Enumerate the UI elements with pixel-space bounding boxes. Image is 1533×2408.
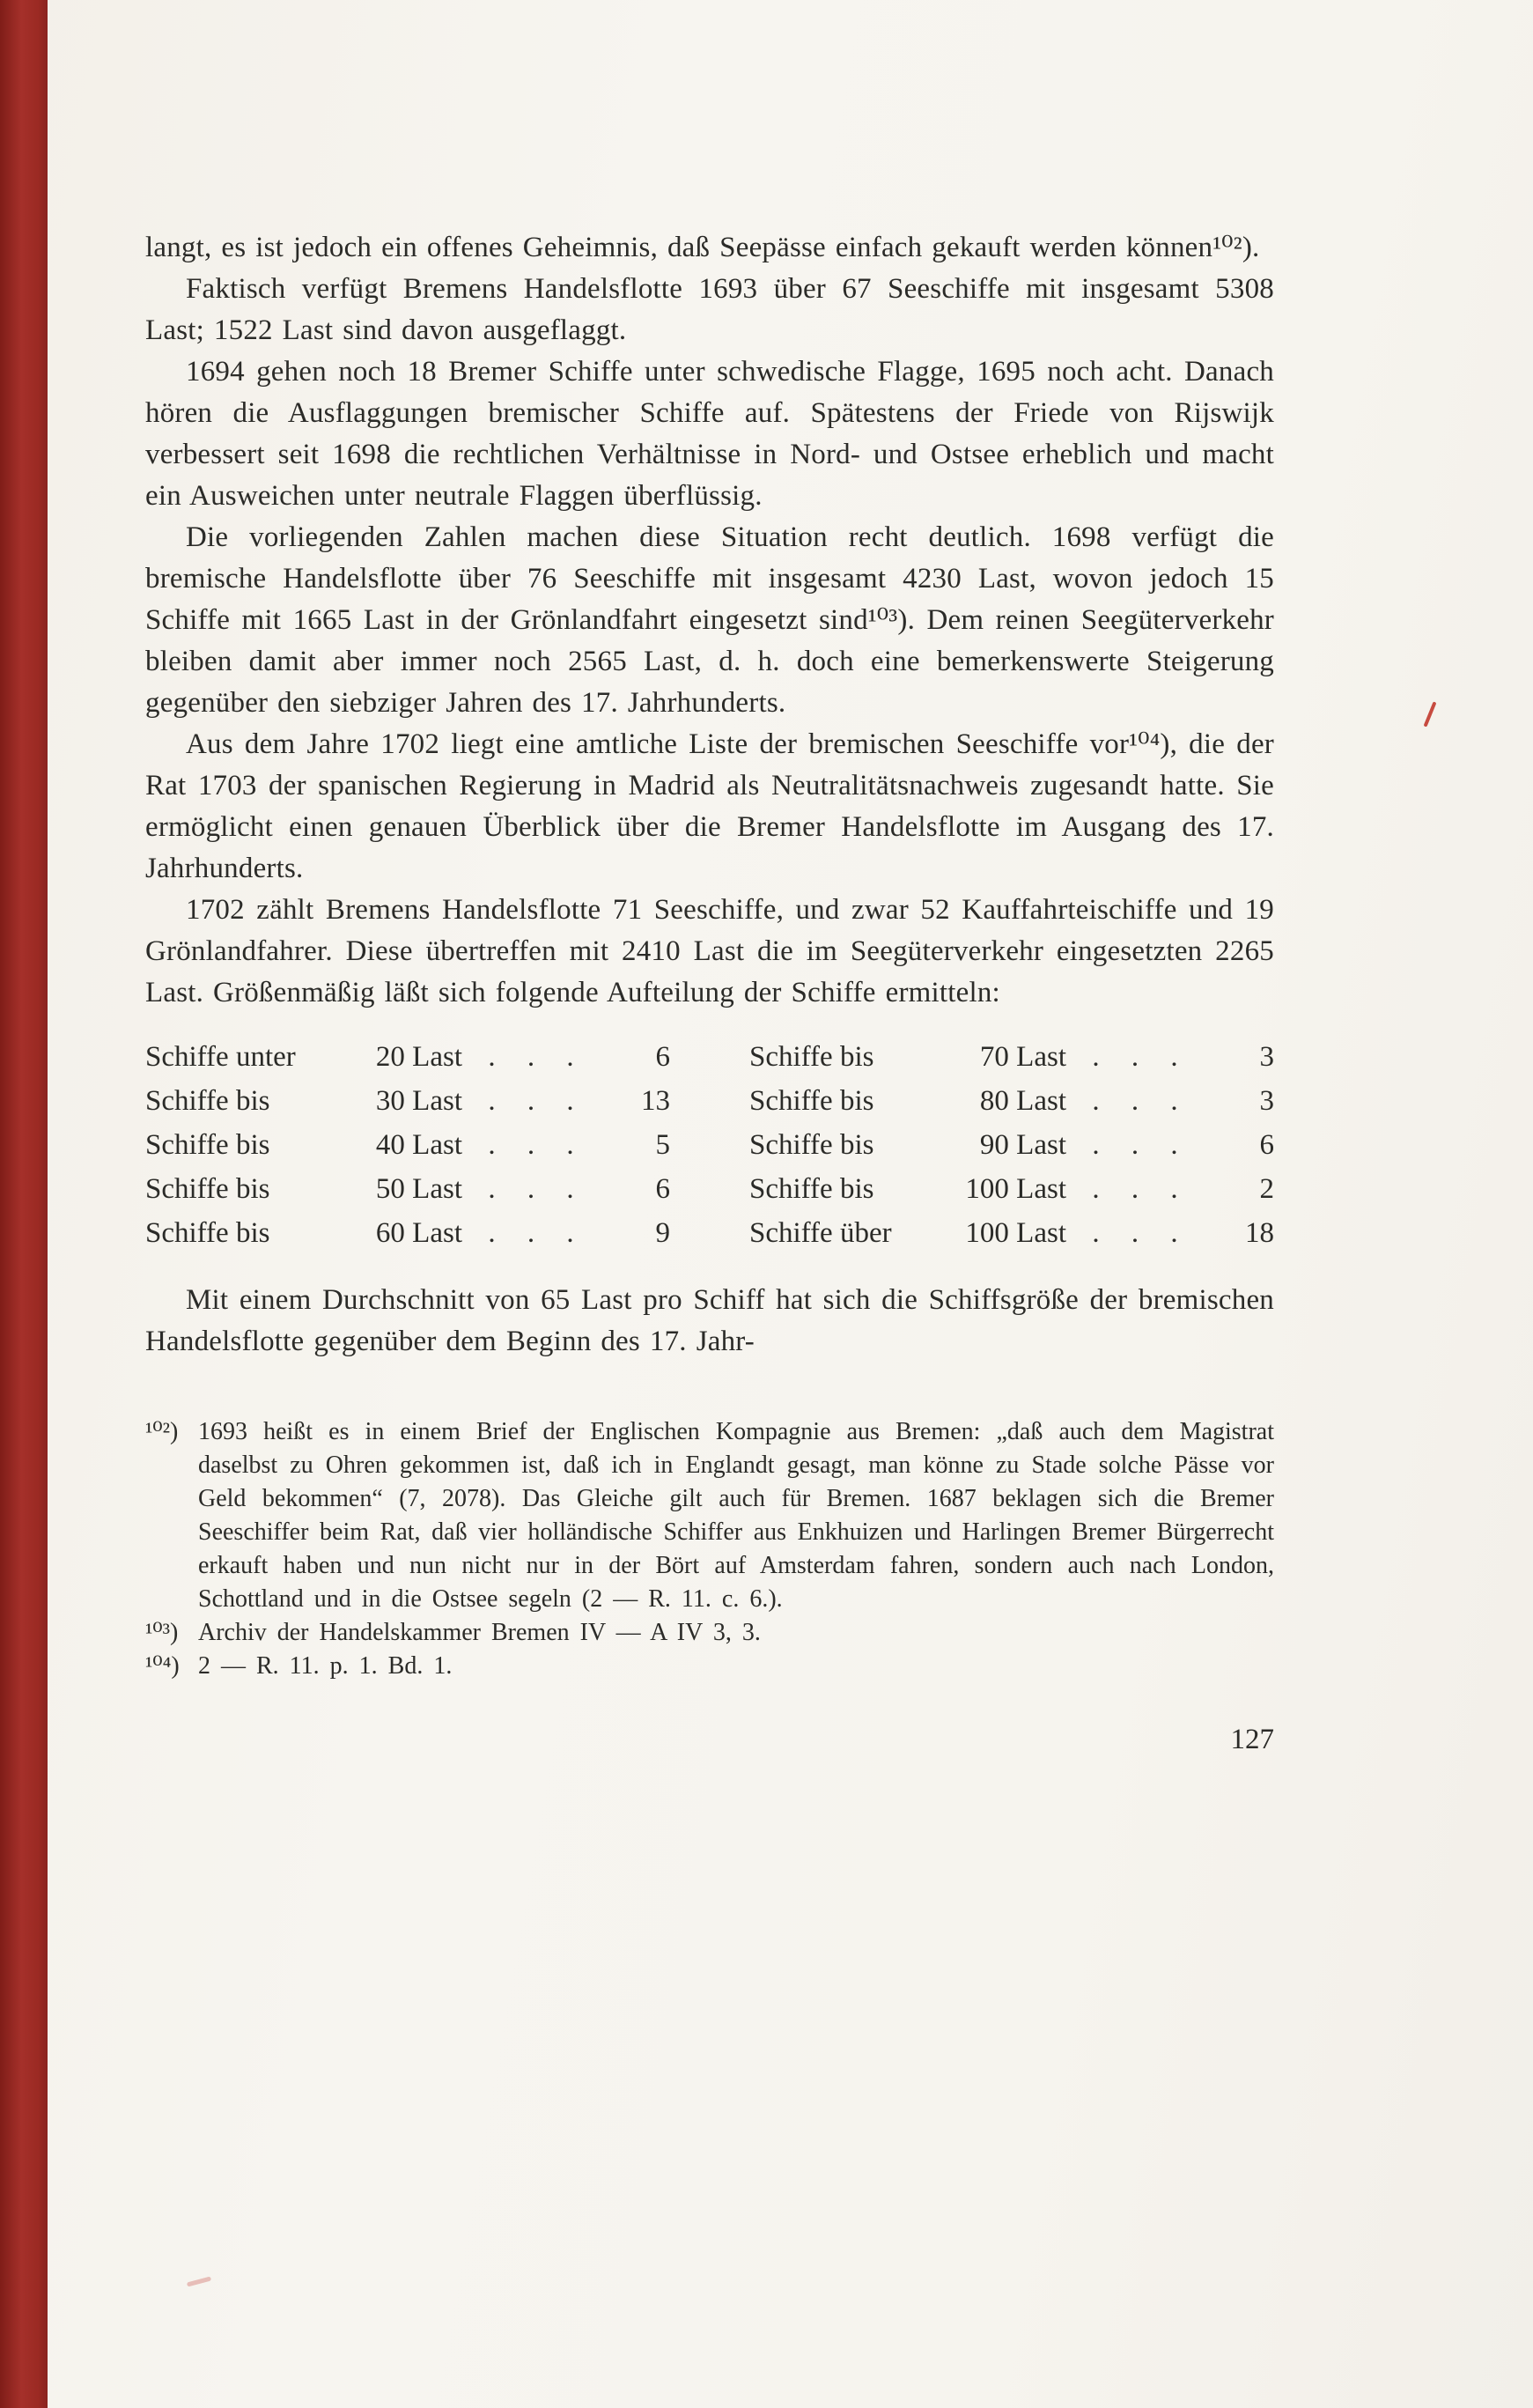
table-row xyxy=(749,1035,1274,1079)
footnote-text: Archiv der Handelskammer Bremen IV — A IV 3, 3. xyxy=(198,1619,761,1646)
paragraph-3: 1694 gehen noch 18 Bremer Schiffe unter schwedische Flagge, 1695 noch acht. Danach hören die Ausflaggungen bremischer Schiffe auf. Spätestens der Friede von Rijswijk verbessert seit 1698 die rechtlichen Verhältnisse in Nord- und Ostsee erheblich und macht ein Ausweichen unter neutrale Flaggen überflüssig. xyxy=(145,356,1274,512)
table-row-amount: 90 Last xyxy=(979,1129,1066,1161)
paragraph-4: Die vorliegenden Zahlen machen diese Situation recht deutlich. 1698 verfügt die bremische Handelsflotte über 76 Seeschiffe mit insgesamt 4230 Last, wovon jedoch 15 Schiffe mit 1665 Last in der Grönlandfahrt eingesetzt sind¹⁰³). Dem reinen Seegüterverkehr bleiben damit aber immer noch 2565 Last, d. h. doch eine bemerkenswerte Steigerung gegenüber den siebziger Jahren des 17. Jahrhunderts. xyxy=(145,521,1274,719)
table-row-amount: 80 Last xyxy=(979,1085,1066,1117)
table-row-label: Schiffe bis xyxy=(145,1085,270,1117)
table-row-label: Schiffe unter xyxy=(145,1041,296,1073)
stray-ink-mark xyxy=(187,2276,211,2286)
table-row-count: 6 xyxy=(655,1041,670,1073)
table-row-count: 5 xyxy=(655,1129,670,1161)
table-row-label: Schiffe bis xyxy=(749,1173,874,1205)
table-row-dots: . . . xyxy=(1092,1085,1190,1117)
footnote-number: ¹⁰³) xyxy=(145,1619,179,1646)
footnote-104 xyxy=(145,1650,1274,1683)
table-row-label: Schiffe bis xyxy=(749,1085,874,1117)
ship-size-table xyxy=(145,1035,1274,1255)
table-row-count: 9 xyxy=(655,1217,670,1249)
table-row-count: 18 xyxy=(1245,1217,1274,1249)
table-row-count: 3 xyxy=(1259,1085,1274,1117)
table-row-dots: . . . xyxy=(488,1129,586,1161)
footnote-number: ¹⁰²) xyxy=(145,1418,179,1445)
table-row xyxy=(749,1211,1274,1255)
table-row-dots: . . . xyxy=(488,1217,586,1249)
paragraph-2: Faktisch verfügt Bremens Handelsflotte 1693 über 67 Seeschiffe mit insgesamt 5308 Last; 1522 Last sind davon ausgeflaggt. xyxy=(145,273,1274,346)
table-row-amount: 20 Last xyxy=(375,1041,462,1073)
footnote-text: 1693 heißt es in einem Brief der Englischen Kompagnie aus Bremen: „daß auch dem Magistrat daselbst zu Ohren gekommen ist, daß ich in Englandt gesagt, man könne zu Stade solche Pässe vor Geld bekommen“ (7, 2078). Das Gleiche gilt auch für Bremen. 1687 beklagen sich die Bremer Seeschiffer beim Rat, daß vier holländische Schiffer aus Enkhuizen und Harlingen Bremer Bürgerrecht erkauft haben und nun nicht nur in der Bört auf Amsterdam fahren, sondern auch nach London, Schottland und in die Ostsee segeln (2 — R. 11. c. 6.). xyxy=(198,1418,1274,1613)
table-row xyxy=(145,1211,670,1255)
table-row-count: 2 xyxy=(1259,1173,1274,1205)
table-row-dots: . . . xyxy=(1092,1173,1190,1205)
table-row xyxy=(749,1123,1274,1167)
table-row xyxy=(145,1035,670,1079)
table-row xyxy=(145,1123,670,1167)
red-pen-mark xyxy=(1424,701,1437,727)
table-row-dots: . . . xyxy=(488,1173,586,1205)
table-row-amount: 70 Last xyxy=(979,1041,1066,1073)
table-row-dots: . . . xyxy=(488,1085,586,1117)
table-row-dots: . . . xyxy=(1092,1129,1190,1161)
table-row-label: Schiffe über xyxy=(749,1217,892,1249)
page-number: 127 xyxy=(1230,1724,1274,1755)
table-row-amount: 30 Last xyxy=(375,1085,462,1117)
footnote-102 xyxy=(145,1415,1274,1616)
binding-edge-stripe xyxy=(0,0,48,2408)
table-row-label: Schiffe bis xyxy=(749,1041,874,1073)
table-row-label: Schiffe bis xyxy=(145,1129,270,1161)
paragraph-7: Mit einem Durchschnitt von 65 Last pro Schiff hat sich die Schiffsgröße der bremischen Handelsflotte gegenüber dem Beginn des 17. Jahr- xyxy=(145,1284,1274,1357)
table-row xyxy=(749,1167,1274,1211)
ship-size-table-left-column xyxy=(145,1035,670,1255)
table-row-label: Schiffe bis xyxy=(749,1129,874,1161)
table-row-amount: 60 Last xyxy=(375,1217,462,1249)
table-row-dots: . . . xyxy=(1092,1217,1190,1249)
table-row-amount: 100 Last xyxy=(965,1173,1066,1205)
footnotes-section xyxy=(145,1415,1274,1683)
paragraph-6: 1702 zählt Bremens Handelsflotte 71 Seeschiffe, und zwar 52 Kauffahrteischiffe und 19 Grönlandfahrer. Diese übertreffen mit 2410 Last die im Seegüterverkehr eingesetzten 2265 Last. Größenmäßig läßt sich folgende Aufteilung der Schiffe ermitteln: xyxy=(145,894,1274,1008)
table-row-label: Schiffe bis xyxy=(145,1173,270,1205)
paragraph-1: langt, es ist jedoch ein offenes Geheimnis, daß Seepässe einfach gekauft werden können¹⁰²). xyxy=(145,232,1260,263)
table-row-amount: 40 Last xyxy=(375,1129,462,1161)
footnote-text: 2 — R. 11. p. 1. Bd. 1. xyxy=(198,1652,453,1680)
ship-size-table-right-column xyxy=(749,1035,1274,1255)
footnote-number: ¹⁰⁴) xyxy=(145,1652,180,1680)
table-row-count: 6 xyxy=(1259,1129,1274,1161)
table-row xyxy=(749,1079,1274,1123)
table-row-amount: 50 Last xyxy=(375,1173,462,1205)
table-row-count: 3 xyxy=(1259,1041,1274,1073)
table-row-dots: . . . xyxy=(1092,1041,1190,1073)
table-row xyxy=(145,1167,670,1211)
table-row-amount: 100 Last xyxy=(965,1217,1066,1249)
table-row-count: 13 xyxy=(641,1085,670,1117)
paragraph-5: Aus dem Jahre 1702 liegt eine amtliche Liste der bremischen Seeschiffe vor¹⁰⁴), die der Rat 1703 der spanischen Regierung in Madrid als Neutralitätsnachweis zugesandt hatte. Sie ermöglicht einen genauen Überblick über die Bremer Handelsflotte im Ausgang des 17. Jahrhunderts. xyxy=(145,728,1274,884)
table-row-count: 6 xyxy=(655,1173,670,1205)
page-content xyxy=(145,227,1274,1756)
table-row-label: Schiffe bis xyxy=(145,1217,270,1249)
table-row xyxy=(145,1079,670,1123)
footnote-103 xyxy=(145,1616,1274,1650)
table-row-dots: . . . xyxy=(488,1041,586,1073)
